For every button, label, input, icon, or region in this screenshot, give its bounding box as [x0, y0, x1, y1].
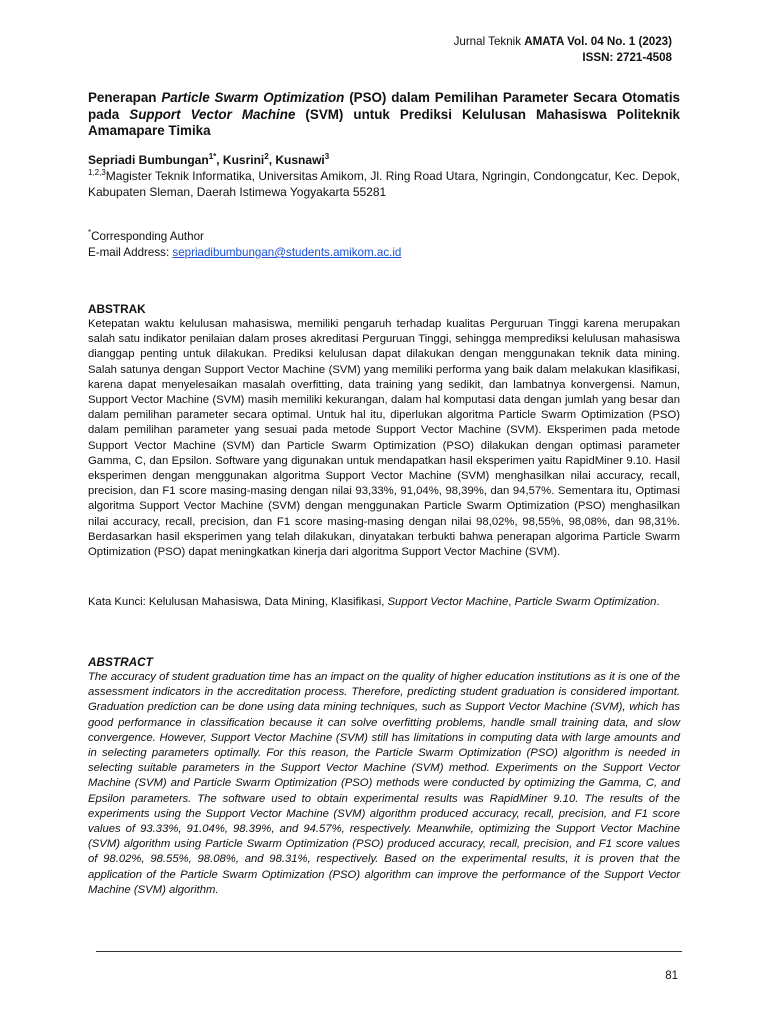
- journal-info: [152, 34, 672, 50]
- title-part-5: (SVM) untuk Prediksi Kelulusan Mahasiswa Politeknik Amamapare Timika: [88, 106, 680, 138]
- corresponding-label: Corresponding Author: [91, 230, 204, 243]
- abstrak-body: Ketepatan waktu kelulusan mahasiswa, memiliki pengaruh terhadap kualitas Perguruan Tinggi karena merupakan salah satu indikator penilaian dalam proses akreditasi Perguruan Tinggi, sehingga memprediksi kelulusan mahasiswa dianggap penting untuk dilakukan. Prediksi kelulusan dapat dilakukan dengan menggunakan teknik data mining. Salah satunya dengan Support Vector Machine (SVM) yang memiliki performa yang baik dalam melakukan klasifikasi, karena dapat menyelesaikan masalah overfitting, data training yang sedikit, dan lambatnya konvergensi. Namun, Support Vector Machine (SVM) masih memiliki kekurangan, dalam hal komputasi data dengan jumlah yang besar dan dalam pemilihan parameter secara optimal. Untuk hal itu, diperlukan algoritma Particle Swarm Optimization (PSO) dalam pemilihan parameter yang sesuai pada metode Support Vector Machine (SVM). Eksperimen pada metode Support Vector Machine (SVM) dan Particle Swarm Optimization (PSO) dilakukan dengan optimasi parameter Gamma, C, dan Epsilon. Software yang digunakan untuk mendapatkan hasil eksperimen yaitu RapidMiner 9.10. Hasil eksperimen dengan menggunakan algoritma Support Vector Machine (SVM) menghasilkan nilai accuracy, recall, precision, dan F1 score masing-masing dengan nilai 93,33%, 91,04%, 98,39%, dan 94,57%. Sementara itu, Optimasi algoritma Support Vector Machine (SVM) dengan menggunakan Particle Swarm Optimization (PSO) menghasilkan nilai accuracy, recall, precision, dan F1 score masing-masing dengan nilai 98,02%, 98,55%, 98,08%, dan 98,31%. Berdasarkan hasil eksperimen yang telah dilakukan, dinyatakan terbukti bahwa penerapan algorima Particle Swarm Optimization (PSO) dapat meningkatkan kinerja dari algoritma Support Vector Machine (SVM).: [88, 318, 680, 559]
- keywords-label: Kata Kunci: Kelulusan Mahasiswa, Data Mining, Klasifikasi,: [88, 596, 388, 608]
- title-part-2: Particle Swarm Optimization: [161, 90, 345, 105]
- journal-prefix: Jurnal Teknik: [453, 35, 525, 48]
- title-part-1: Penerapan: [88, 90, 162, 105]
- email-label: E-mail Address:: [88, 246, 173, 259]
- keyword-pso: Particle Swarm Optimization: [514, 596, 657, 608]
- author-1-name: Sepriadi Bumbungan: [88, 153, 209, 167]
- author-separator: ,: [216, 153, 223, 167]
- abstrak-heading: ABSTRAK: [88, 302, 146, 316]
- email-link[interactable]: sepriadibumbungan@students.amikom.ac.id: [172, 246, 402, 259]
- page-number: 81: [665, 970, 678, 982]
- footer-divider: [96, 951, 682, 952]
- author-separator: ,: [268, 153, 276, 167]
- author-list: [88, 152, 680, 168]
- title-part-4: Support Vector Machine: [129, 106, 296, 122]
- title-part-3: (PSO) dalam Pemilihan Parameter Secara Otomatis pada: [88, 90, 680, 122]
- author-1-sup: 1*: [208, 152, 217, 161]
- affiliation-sup: 1,2,3: [88, 168, 106, 177]
- journal-header: [152, 34, 672, 65]
- author-2-name: Kusrini: [222, 153, 265, 167]
- keywords-end: .: [656, 596, 660, 608]
- author-3-name: Kusnawi: [275, 153, 325, 167]
- keywords: [88, 595, 680, 610]
- abstract-body: The accuracy of student graduation time has an impact on the quality of higher education institutions as it is one of the assessment indicators in the accreditation process. Therefore, predicting student graduation is considered important. Graduation prediction can be done using data mining techniques, such as Support Vector Machine (SVM), which has good performance in classification because it can solve overfitting problems, handle small training data, and slow convergence. However, Support Vector Machine (SVM) still has limitations in computing data with large amounts and in selecting parameters optimally. For this reason, the Particle Swarm Optimization (PSO) algorithm is needed in selecting suitable parameters in the Support Vector Machine (SVM) method. Experiments on the Support Vector Machine (SVM) and Particle Swarm Optimization (PSO) methods were conducted by optimizing the Gamma, C, and Epsilon parameters. The software used to obtain experimental results was RapidMiner 9.10. The results of the experiments using the Support Vector Machine (SVM) algorithm produced accuracy, recall, precision, and F1 score values of 93.33%, 91.04%, 98.39%, and 94.57%, respectively. Meanwhile, optimizing the Support Vector Machine (SVM) algorithm using Particle Swarm Optimization (PSO) produced accuracy, recall, precision, and F1 score values of 98.02%, 98.55%, 98.08%, and 98.31%, respectively. Based on the experimental results, it is proven that the application of the Particle Swarm Optimization (PSO) algorithm can improve the performance of the Support Vector Machine (SVM) algorithm.: [88, 671, 680, 896]
- author-2-sup: 2: [264, 152, 269, 161]
- author-3-sup: 3: [324, 152, 330, 161]
- corresponding-sup: *: [88, 228, 92, 238]
- journal-name: AMATA Vol. 04 No. 1 (2023): [524, 35, 672, 48]
- keyword-svm: Support Vector Machine: [387, 596, 509, 608]
- affiliation: [88, 168, 680, 200]
- paper-title: [88, 90, 680, 140]
- affiliation-text: Magister Teknik Informatika, Universitas Amikom, Jl. Ring Road Utara, Ngringin, Condongcatur, Kec. Depok, Kabupaten Sleman, Daerah Istimewa Yogyakarta 55281: [88, 169, 680, 199]
- abstract-heading: ABSTRACT: [88, 655, 153, 669]
- keywords-separator: ,: [508, 596, 515, 608]
- corresponding-author-block: [88, 229, 680, 261]
- journal-issn: ISSN: 2721-4508: [582, 50, 672, 64]
